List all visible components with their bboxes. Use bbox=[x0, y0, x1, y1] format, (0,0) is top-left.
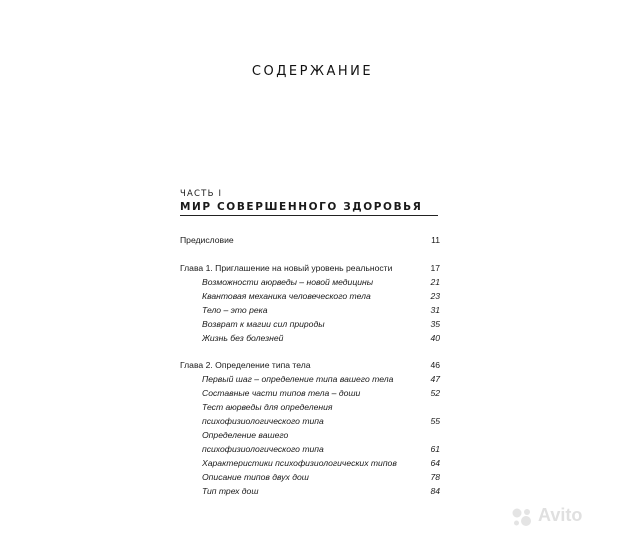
avito-logo-icon bbox=[510, 505, 534, 529]
toc-entry-page: 23 bbox=[430, 291, 440, 301]
toc-entry-page: 47 bbox=[430, 374, 440, 384]
toc-entry-label: Тело – это река bbox=[202, 305, 268, 315]
toc-subentry bbox=[180, 457, 440, 470]
part-title: МИР СОВЕРШЕННОГО ЗДОРОВЬЯ bbox=[180, 201, 423, 213]
toc-entry-page: 11 bbox=[431, 235, 440, 245]
toc-entry-label: Составные части типов тела – доши bbox=[202, 388, 361, 398]
toc-entry-label: Первый шаг – определение типа вашего тела bbox=[202, 374, 394, 384]
toc-subentry bbox=[180, 373, 440, 386]
toc-subentry bbox=[180, 318, 440, 331]
page-title: СОДЕРЖАНИЕ bbox=[251, 64, 374, 79]
toc-subentry bbox=[180, 471, 440, 484]
toc-entry-preface bbox=[180, 234, 440, 247]
toc-entry-chapter-2 bbox=[180, 359, 440, 372]
toc-entry-label: Глава 1. Приглашение на новый уровень реальности bbox=[180, 263, 393, 273]
toc-entry-page: 78 bbox=[430, 472, 440, 482]
toc-entry-label: Характеристики психофизиологических типов bbox=[202, 458, 397, 468]
toc-subentry bbox=[180, 387, 440, 400]
toc-subentry bbox=[180, 304, 440, 317]
toc-entry-label: Возврат к магии сил природы bbox=[202, 319, 325, 329]
toc-subentry bbox=[180, 401, 440, 414]
toc-entry-label: Описание типов двух дош bbox=[202, 472, 309, 482]
toc-entry-page: 84 bbox=[430, 486, 440, 496]
toc-subentry bbox=[180, 415, 440, 428]
part-label: ЧАСТЬ I bbox=[180, 189, 223, 199]
toc-entry-label: психофизиологического типа bbox=[202, 444, 324, 454]
toc-entry-page: 61 bbox=[430, 444, 440, 454]
toc-entry-page: 17 bbox=[430, 263, 440, 273]
toc-entry-label: Определение вашего bbox=[202, 430, 289, 440]
toc-entry-label: Предисловие bbox=[180, 235, 234, 245]
toc-subentry bbox=[180, 443, 440, 456]
toc-subentry bbox=[180, 276, 440, 289]
toc-entry-chapter-1 bbox=[180, 262, 440, 275]
toc-entry-page: 64 bbox=[430, 458, 440, 468]
toc-entry-label: Возможности аюрведы – новой медицины bbox=[202, 277, 374, 287]
toc-entry-label: Глава 2. Определение типа тела bbox=[180, 360, 311, 370]
toc-entry-label: психофизиологического типа bbox=[202, 416, 324, 426]
toc-subentry bbox=[180, 429, 440, 442]
toc-entry-page: 40 bbox=[430, 333, 440, 343]
toc-entry-page: 21 bbox=[430, 277, 440, 287]
toc-entry-label: Квантовая механика человеческого тела bbox=[202, 291, 371, 301]
toc-entry-label: Жизнь без болезней bbox=[202, 333, 284, 343]
toc-entry-label: Тест аюрведы для определения bbox=[202, 402, 333, 412]
toc-entry-page: 46 bbox=[430, 360, 440, 370]
toc-subentry bbox=[180, 290, 440, 303]
toc-entry-page: 31 bbox=[430, 305, 440, 315]
toc-entry-page: 52 bbox=[430, 388, 440, 398]
toc-entry-page: 55 bbox=[430, 416, 440, 426]
part-divider bbox=[180, 215, 438, 216]
toc-subentry bbox=[180, 332, 440, 345]
toc-entry-label: Тип трех дош bbox=[202, 486, 259, 496]
toc-subentry bbox=[180, 485, 440, 498]
toc-entry-page: 35 bbox=[430, 319, 440, 329]
avito-watermark-text: Avito bbox=[538, 505, 583, 525]
avito-watermark bbox=[510, 502, 620, 532]
